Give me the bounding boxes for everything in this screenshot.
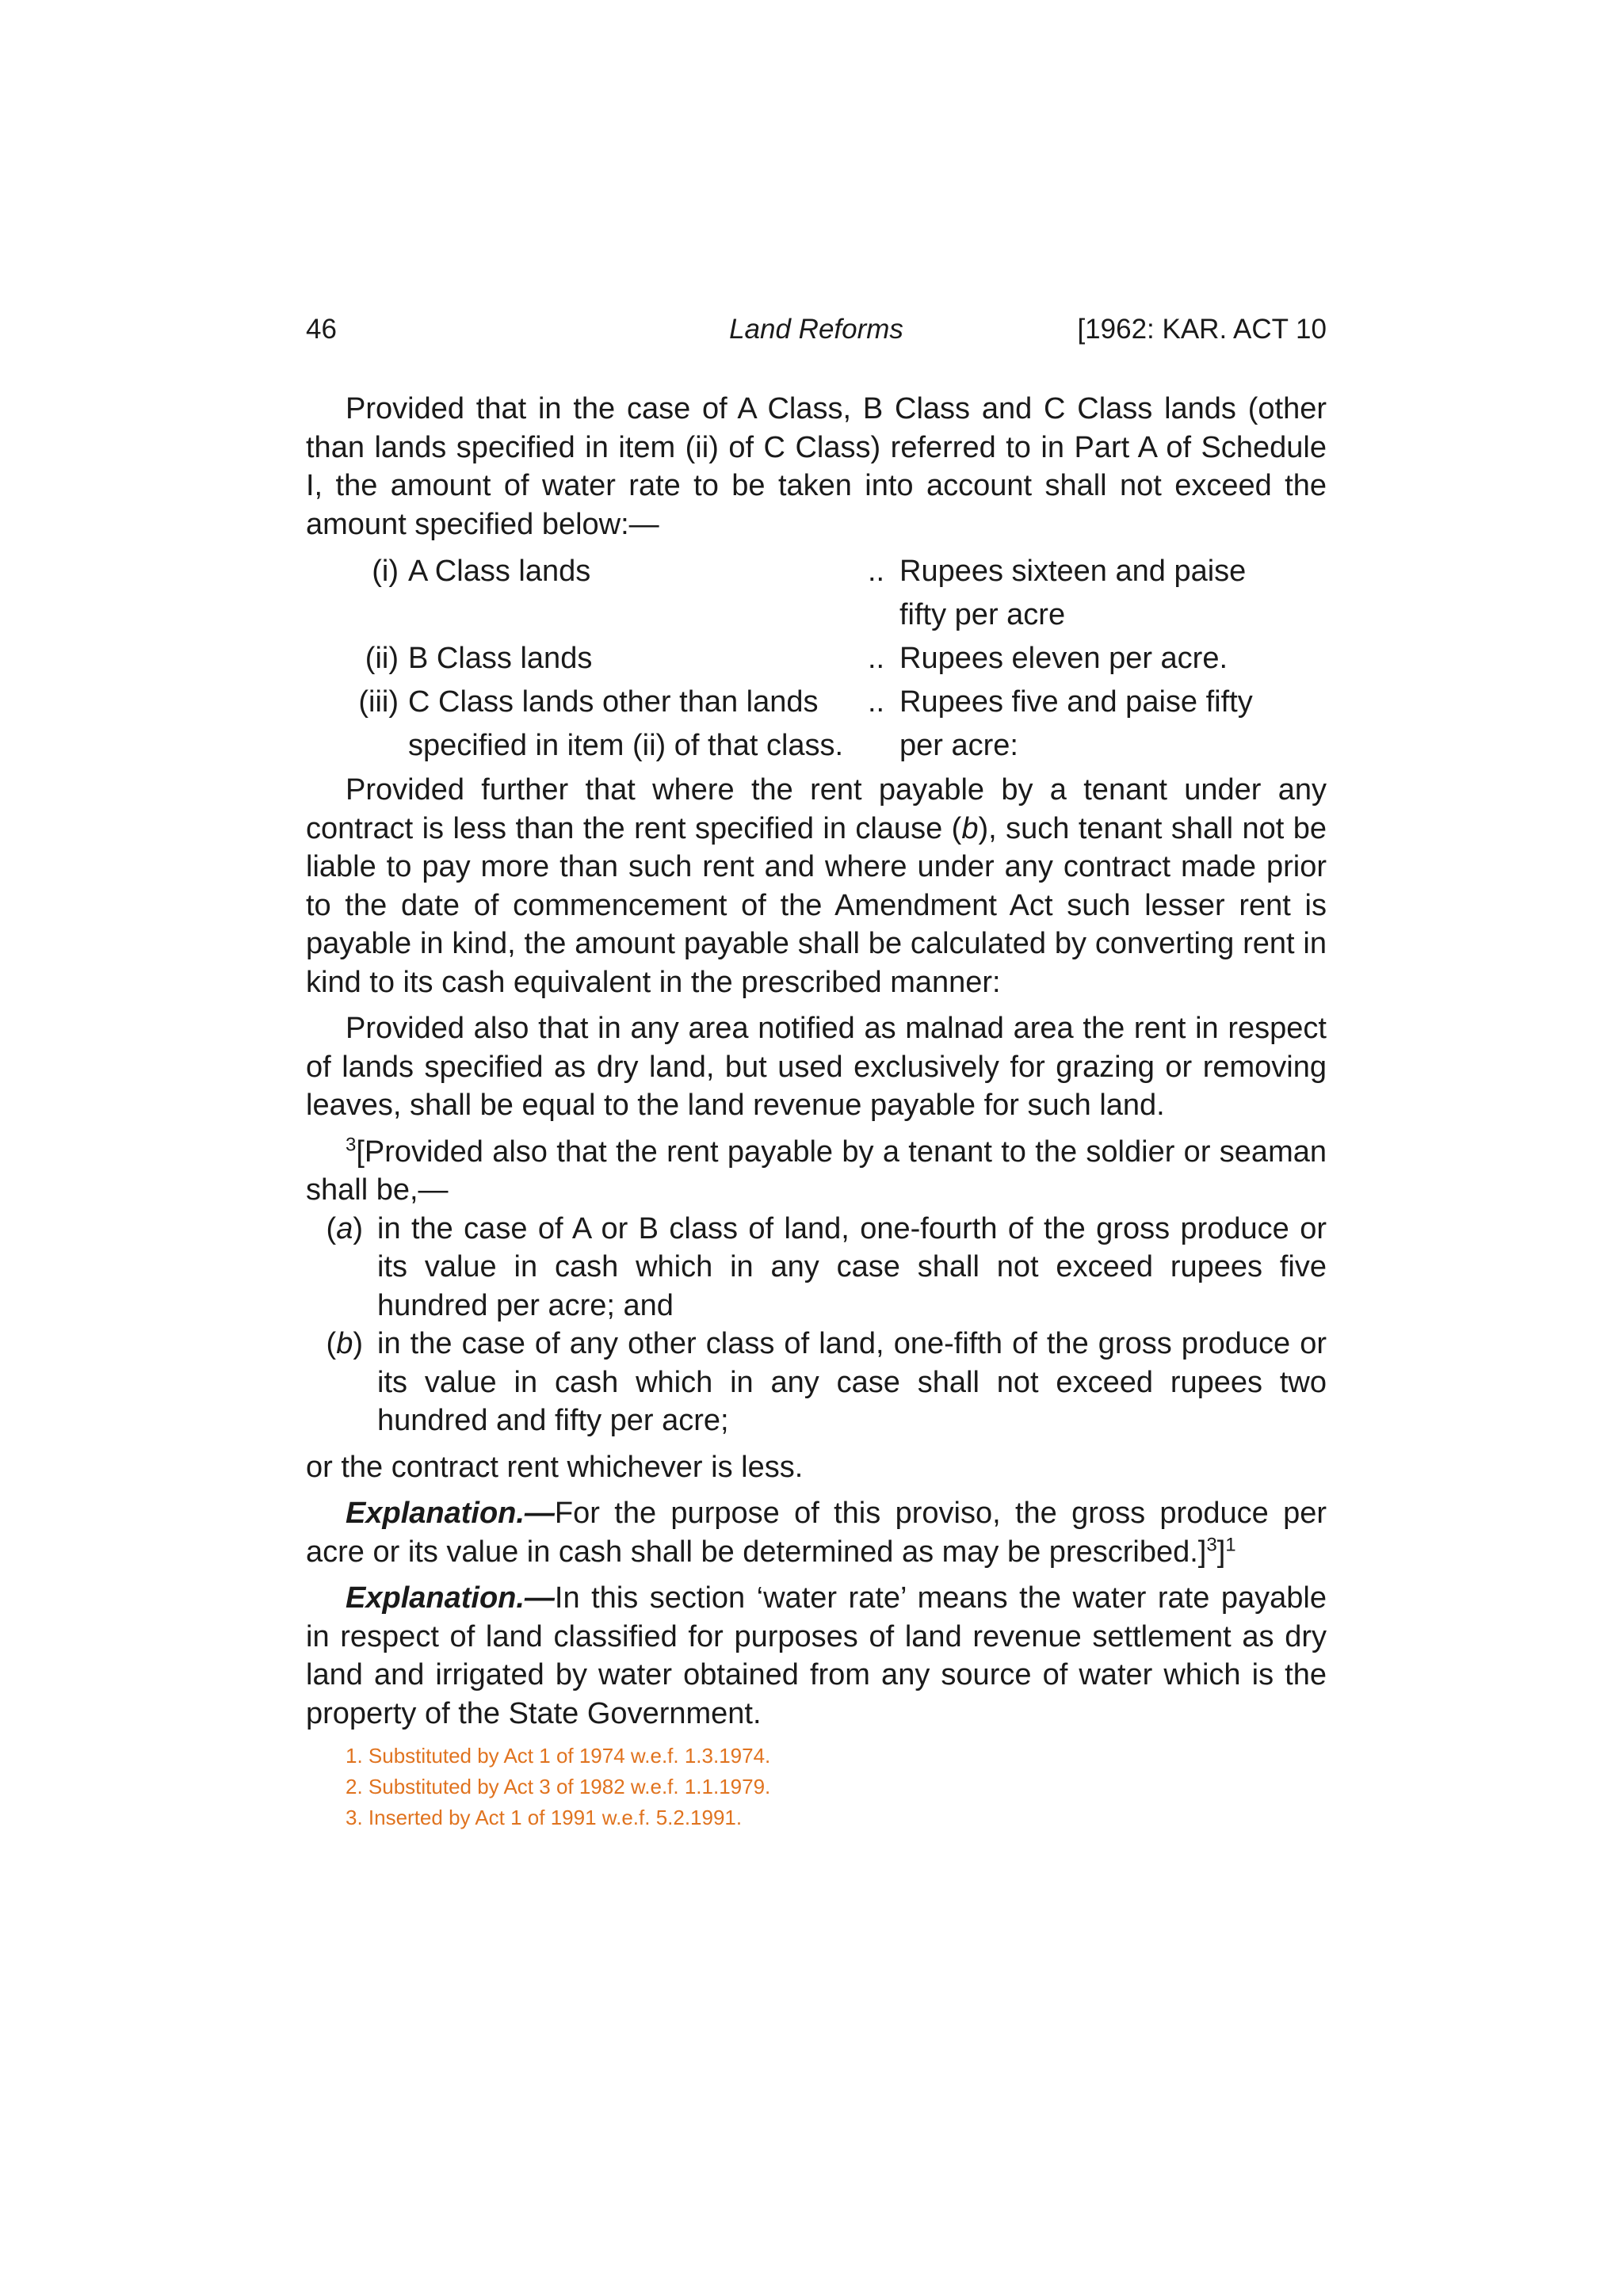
proviso-water-rate: Provided that in the case of A Class, B Class and C Class lands (other than lands specified in item (ii) of C Class) referred to in Part A of Schedule I, the amount of water rate to be taken into account shall not exceed the amount specified below:— <box>306 392 1327 541</box>
proviso-malnad-area: Provided also that in any area notified as malnad area the rent in respect of lands specified as dry land, but used exclusively for grazing or removing leaves, shall be equal to the land revenue payable for such land. <box>306 1012 1327 1122</box>
running-title: Land Reforms <box>729 314 903 345</box>
closing-bracket: ] <box>1216 1535 1226 1569</box>
rate-leader-dots: .. <box>868 555 885 588</box>
clause-text: in the case of A or B class of land, one-fourth of the gross produce or its value in cash which in any case shall not exceed rupees five hundred per acre; and <box>377 1211 1327 1322</box>
footnote-marker: 3 <box>346 1133 357 1155</box>
clause-item <box>306 1210 1327 1325</box>
contract-rent-line: or the contract rent whichever is less. <box>306 1450 804 1484</box>
footnote: 1. Substituted by Act 1 of 1974 w.e.f. 1.3.1974. <box>346 1744 771 1768</box>
water-rate-table <box>306 550 1272 768</box>
clause-letter: a <box>336 1211 353 1245</box>
explanation-label: Explanation.— <box>346 1581 555 1615</box>
rate-item-label: C Class lands other than lands specified in item (ii) of that class. <box>408 685 844 762</box>
explanation-text: In this section ‘water rate’ means the water rate payable in respect of land classified for purposes of land revenue settlement as dry land and irrigated by water obtained from any source of water which is the property of the State Government. <box>306 1581 1327 1730</box>
proviso-text-end: ), such tenant shall not be liable to pay more than such rent and where under any contract made prior to the date of commencement of the Amendment Act such lesser rent is payable in kind, the amount payable shall be calculated by converting rent in kind to its cash equivalent in the prescribed manner: <box>306 811 1327 999</box>
footnote: 2. Substituted by Act 3 of 1982 w.e.f. 1.1.1979. <box>346 1775 771 1798</box>
clause-reference: b <box>961 811 979 845</box>
rate-item-number: (iii) <box>358 685 399 719</box>
proviso-text-start: Provided further that where the rent payable by a tenant under any contract is less than the rent specified in clause ( <box>306 773 1327 845</box>
act-reference: [1962: KAR. ACT 10 <box>1077 314 1327 345</box>
rate-row <box>306 681 1272 768</box>
proviso-text: [Provided also that the rent payable by a tenant to the soldier or seaman shall be,— <box>306 1135 1327 1207</box>
rate-item-number: (ii) <box>365 642 399 675</box>
proviso-soldier-seaman <box>306 1133 1327 1210</box>
clause-text: in the case of any other class of land, one-fifth of the gross produce or its value in cash which in any case shall not exceed rupees two hundred and fifty per acre; <box>377 1327 1327 1437</box>
page-number: 46 <box>306 314 337 345</box>
clause-marker <box>306 1210 377 1325</box>
rate-leader-dots: .. <box>868 685 885 719</box>
paren-open: ( <box>326 1327 337 1360</box>
clause-marker <box>306 1325 377 1440</box>
paren-close: ) <box>353 1211 363 1245</box>
clause-letter: b <box>336 1327 353 1360</box>
rate-item-value: Rupees sixteen and paise fifty per acre <box>899 555 1247 631</box>
clause-item <box>306 1325 1327 1440</box>
footnote-marker: 1 <box>1225 1533 1236 1555</box>
footnotes <box>306 1741 1327 1833</box>
document-body <box>306 390 1327 1833</box>
rate-row <box>306 550 1272 637</box>
explanation-text: For the purpose of this proviso, the gross produce per acre or its value in cash shall be determined as may be prescribed.] <box>306 1497 1327 1569</box>
rate-item-value: Rupees eleven per acre. <box>899 642 1228 675</box>
rate-item-value: Rupees five and paise fifty per acre: <box>899 685 1253 762</box>
rate-row <box>306 637 1272 681</box>
footnote: 3. Inserted by Act 1 of 1991 w.e.f. 5.2.1991. <box>346 1806 743 1829</box>
rate-item-label: A Class lands <box>408 555 591 588</box>
rate-item-number: (i) <box>372 555 399 588</box>
paren-close: ) <box>353 1327 363 1360</box>
explanation-water-rate <box>306 1579 1327 1733</box>
page-header <box>306 314 1327 353</box>
explanation-gross-produce <box>306 1494 1327 1571</box>
explanation-label: Explanation.— <box>346 1497 555 1530</box>
rate-item-label: B Class lands <box>408 642 593 675</box>
paren-open: ( <box>326 1211 337 1245</box>
proviso-lesser-rent <box>306 771 1327 1001</box>
footnote-marker: 3 <box>1206 1533 1217 1555</box>
rate-leader-dots: .. <box>868 642 885 675</box>
